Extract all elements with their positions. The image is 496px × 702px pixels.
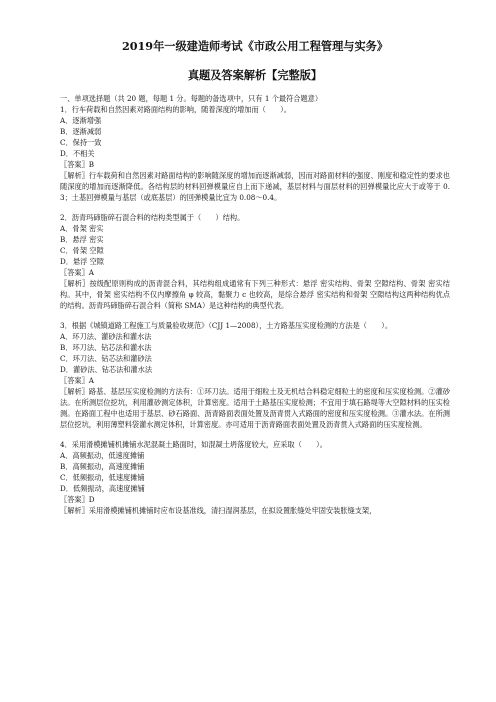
analysis: 〖解析〗按级配原则构成的沥青混合料，其结构组成通常有下列三种形式：悬浮 密实结构、骨架 空隙结构、骨架 密实结构。其中，骨架 密实结构不仅内摩擦角 φ 较高，黏聚力 c 也较高，是综合悬浮 密实结构和骨架 空隙结构这两种结构优点的结构。沥青玛碲脂碎石混合料（简称 SMA）是这种结构的典型代表。 bbox=[60, 279, 450, 310]
option-c: C．骨架 空隙 bbox=[60, 246, 104, 255]
answer: 〖答案〗B bbox=[60, 160, 95, 169]
analysis: 〖解析〗路基、基层压实度检测的方法有：①环刀法。适用于细粒土及无机结合料稳定细粒土的密度和压实度检测。②灌砂法。在所测层位挖坑，利用灌砂测定体积，计算密度。适用于土路基压实度检测；不宜用于填石路堤等大空隙材料的压实检测。在路面工程中也适用于基层、砂石路面、沥青路面表面处置及沥青贯入式路面的密度和压实度检测。③灌水法。在所测层位挖坑，利用薄塑料袋灌水测定体积，计算密度。亦可适用于沥青路面表面处置及沥青贯入式路面的压实度检测。 bbox=[60, 387, 450, 429]
option-d: D．悬浮 空隙 bbox=[60, 257, 104, 266]
option-b: B．悬浮 密实 bbox=[60, 235, 104, 244]
option-a: A．骨架 密实 bbox=[60, 224, 104, 233]
option-a: A．环刀法、灌砂法和灌水法 bbox=[60, 332, 152, 341]
question-stem: 3．根据《城镇道路工程施工与质量验收规范》（CJJ 1—2008），土方路基压实度检测的方法是（ ）。 bbox=[60, 321, 393, 330]
section-heading: 一、单项选择题（共 20 题，每题 1 分。每题的备选项中，只有 1 个最符合题意） bbox=[60, 94, 323, 103]
option-a: A．高频振动，低速度摊铺 bbox=[60, 451, 145, 460]
analysis: 〖解析〗行车载荷和自然因素对路面结构的影响随深度的增加而逐渐减弱，因而对路面材料的强度、刚度和稳定性的要求也随深度的增加而逐渐降低。各结构层的材料回弹模量应自上而下递减，基层材料与面层材料的回弹模量比应大于或等于 0.3；土基回弹模量与基层（或底基层）的回弹模量比宜为 0.08～0.4。 bbox=[60, 171, 450, 202]
option-a: A．逐渐增强 bbox=[60, 116, 102, 125]
question-2 bbox=[60, 212, 450, 311]
answer: 〖答案〗A bbox=[60, 268, 94, 277]
option-d: D．灌砂法、钻芯法和灌水法 bbox=[60, 365, 153, 374]
question-stem: 2．沥青玛碲脂碎石混合料的结构类型属于（ ）结构。 bbox=[60, 213, 245, 222]
option-b: B．高频振动，高速度摊铺 bbox=[60, 462, 145, 471]
option-b: B．逐渐减弱 bbox=[60, 127, 102, 136]
option-d: D．不相关 bbox=[60, 149, 95, 158]
document-subtitle: 真题及答案解析【完整版】 bbox=[187, 68, 323, 82]
answer: 〖答案〗A bbox=[60, 376, 94, 385]
question-4 bbox=[60, 439, 450, 516]
option-b: B．环刀法、钻芯法和灌水法 bbox=[60, 343, 152, 352]
option-c: C．低频振动，低速度摊铺 bbox=[60, 473, 145, 482]
analysis: 〖解析〗采用滑模摊铺机摊铺时应布设基准线，清扫湿润基层，在拟设置胀缝处牢固安装胀缝支架， bbox=[60, 506, 377, 515]
document-title: 2019年一级建造师考试《市政公用工程管理与实务》 bbox=[121, 39, 389, 53]
question-stem: 4．采用滑模摊铺机摊铺水泥混凝土路面时，如混凝土坍落度较大，应采取（ ）。 bbox=[60, 440, 327, 449]
answer: 〖答案〗D bbox=[60, 495, 95, 504]
option-d: D．低频振动，高速度摊铺 bbox=[60, 484, 145, 493]
option-c: C．保持一致 bbox=[60, 138, 102, 147]
question-1 bbox=[60, 104, 450, 203]
question-3 bbox=[60, 320, 450, 430]
option-c: C．环刀法、钻芯法和灌砂法 bbox=[60, 354, 152, 363]
question-stem: 1．行车荷载和自然因素对路面结构的影响，随着深度的增加而（ ）。 bbox=[60, 105, 291, 114]
